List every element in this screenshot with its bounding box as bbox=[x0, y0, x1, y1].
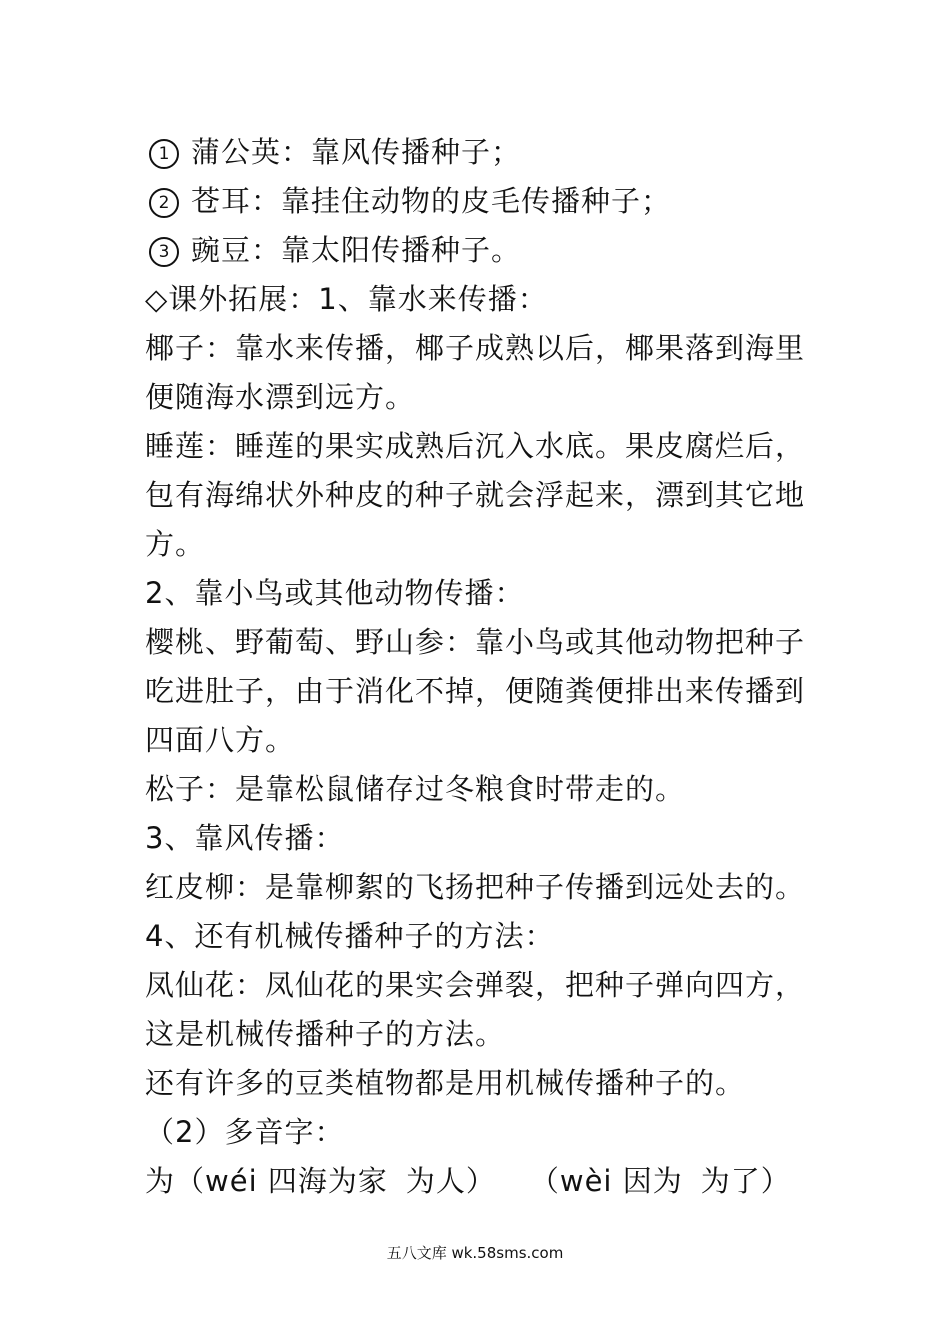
polyphone-char: 为 bbox=[145, 1164, 176, 1198]
paragraph-cherry: 樱桃、野葡萄、野山参：靠小鸟或其他动物把种子吃进肚子，由于消化不掉，便随粪便排出来传播到四面八方。 bbox=[145, 625, 806, 757]
polyphone-line bbox=[145, 1157, 805, 1206]
paragraph-pine: 松子：是靠松鼠储存过冬粮食时带走的。 bbox=[145, 772, 686, 806]
polyphone-reading-1-b: 为人） bbox=[405, 1164, 496, 1198]
polyphone-reading-1: （wéi 四海为家 bbox=[175, 1164, 388, 1198]
list-item-text: 苍耳：靠挂住动物的皮毛传播种子； bbox=[191, 184, 672, 218]
circled-number-1: 1 bbox=[149, 139, 179, 169]
heading-animal-dispersal: 2、靠小鸟或其他动物传播： bbox=[145, 576, 525, 610]
polyphone-reading-2-b: 为了） bbox=[700, 1164, 791, 1198]
circled-number-2: 2 bbox=[149, 188, 179, 218]
document-body bbox=[145, 128, 805, 1206]
paragraph-balsam: 凤仙花：凤仙花的果实会弹裂，把种子弹向四方，这是机械传播种子的方法。 bbox=[145, 968, 806, 1051]
heading-mechanical-dispersal: 4、还有机械传播种子的方法： bbox=[145, 919, 555, 953]
page-footer: 五八文库 wk.58sms.com bbox=[386, 1244, 564, 1262]
list-item-pea bbox=[145, 226, 805, 275]
list-item-cocklebur bbox=[145, 177, 805, 226]
list-item-dandelion bbox=[145, 128, 805, 177]
paragraph-coconut: 椰子：靠水来传播，椰子成熟以后，椰果落到海里便随海水漂到远方。 bbox=[145, 331, 806, 414]
paragraph-waterlily: 睡莲：睡莲的果实成熟后沉入水底。果皮腐烂后，包有海绵状外种皮的种子就会浮起来，漂到其它地方。 bbox=[145, 429, 806, 561]
circled-number-3: 3 bbox=[149, 237, 179, 267]
list-item-text: 蒲公英：靠风传播种子； bbox=[191, 135, 522, 169]
heading-wind-dispersal: 3、靠风传播： bbox=[145, 821, 345, 855]
list-item-text: 豌豆：靠太阳传播种子。 bbox=[191, 233, 522, 267]
extension-heading: ◇课外拓展：1、靠水来传播： bbox=[145, 282, 548, 316]
polyphone-reading-2: （wèi 因为 bbox=[529, 1164, 683, 1198]
paragraph-legume: 还有许多的豆类植物都是用机械传播种子的。 bbox=[145, 1066, 746, 1100]
paragraph-tamarisk: 红皮柳：是靠柳絮的飞扬把种子传播到远处去的。 bbox=[145, 870, 806, 904]
polyphone-heading: （2）多音字： bbox=[145, 1115, 345, 1149]
